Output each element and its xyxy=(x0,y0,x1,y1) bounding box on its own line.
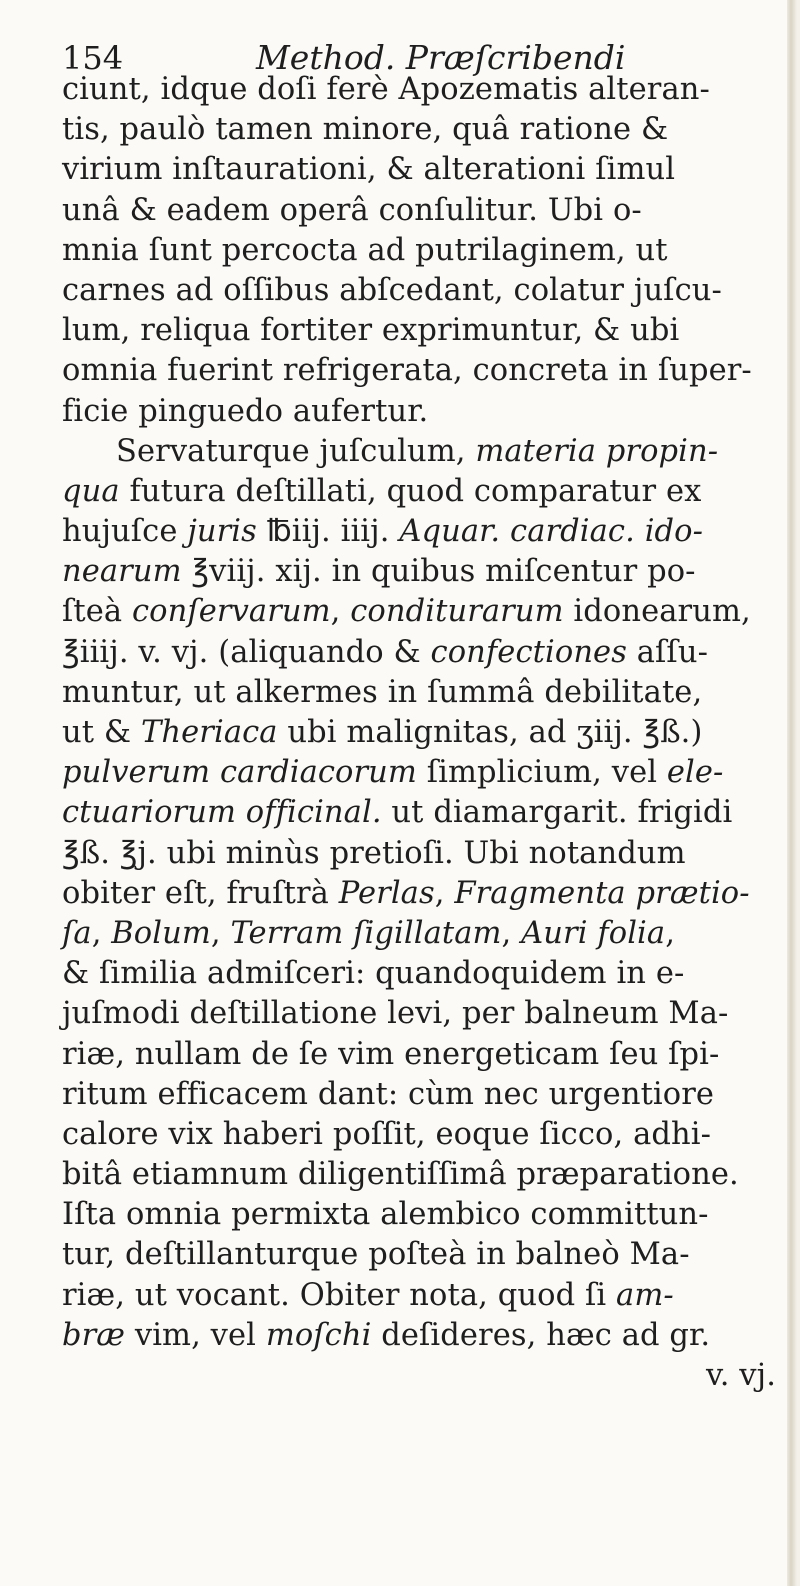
italic-term: qua xyxy=(62,473,120,509)
italic-term: materia propin- xyxy=(475,433,719,469)
italic-term: Fragmenta prætio- xyxy=(454,875,750,911)
page-edge xyxy=(787,0,800,1586)
text-line: mnia ſunt percocta ad putrilaginem, ut xyxy=(62,232,668,268)
italic-term: ſa xyxy=(62,915,92,951)
text-line: ſa, Bolum, Terram ſigillatam, Auri folia, xyxy=(62,915,675,951)
italic-term: bræ xyxy=(62,1317,126,1353)
italic-term: moſchi xyxy=(265,1317,372,1353)
italic-term: ele- xyxy=(666,755,724,791)
italic-term: Terram ſigillatam xyxy=(230,915,502,951)
italic-term: Bolum xyxy=(111,915,211,951)
text-line: ficie pinguedo aufertur. xyxy=(62,393,429,429)
text-line: Iſta omnia permixta alembico committun- xyxy=(62,1197,709,1233)
text-line: pulverum cardiacorum ſimplicium, vel ele- xyxy=(62,755,724,791)
catchword: v. vj. xyxy=(706,1358,776,1393)
text-line: riæ, nullam de ſe vim energeticam ſeu ſpi- xyxy=(62,1036,720,1072)
text-line: ℥ß. ℥j. ubi minùs pretioſi. Ubi notandum xyxy=(62,835,686,871)
text-line: nearum ℥viij. xij. in quibus miſcentur po- xyxy=(62,554,696,590)
text-line: ctuariorum officinal. ut diamargarit. frigidi xyxy=(62,795,733,831)
page-number: 154 xyxy=(62,39,124,77)
text-line: riæ, ut vocant. Obiter nota, quod ſi am- xyxy=(62,1277,674,1313)
text-line: virium inſtaurationi, & alterationi ſimul xyxy=(62,152,676,188)
text-line: tur, deſtillanturque poſteà in balneò Ma- xyxy=(62,1237,690,1273)
text-line: ſteà conſervarum, conditurarum idonearum, xyxy=(62,594,751,630)
italic-term: pulverum cardiacorum xyxy=(62,755,417,791)
text-line: omnia fuerint refrigerata, concreta in ſuper- xyxy=(62,353,752,389)
text-line: juſmodi deſtillatione levi, per balneum Ma- xyxy=(62,996,729,1032)
italic-term: ctuariorum officinal. xyxy=(62,795,382,831)
italic-term: Aquar. cardiac. ido- xyxy=(399,514,704,550)
italic-term: Auri folia xyxy=(521,915,666,951)
text-line: ritum efficacem dant: cùm nec urgentiore xyxy=(62,1076,715,1112)
italic-term: am- xyxy=(616,1277,674,1313)
italic-term: conſervarum xyxy=(131,594,331,630)
running-title: Method. Præſcribendi xyxy=(256,38,626,77)
text-line: carnes ad oſſibus abſcedant, colatur juſcu- xyxy=(62,272,722,308)
text-line: hujuſce juris ℔iij. iiij. Aquar. cardiac. ido- xyxy=(62,514,704,550)
text-line: obiter eſt, fruſtrà Perlas, Fragmenta prætio- xyxy=(62,875,750,911)
text-line: bitâ etiamnum diligentiſſimâ præparatione. xyxy=(62,1157,739,1193)
italic-term: confectiones xyxy=(430,634,627,670)
italic-term: juris xyxy=(187,514,257,550)
italic-term: Theriaca xyxy=(140,715,278,750)
text-line: lum, reliqua fortiter exprimuntur, & ubi xyxy=(62,313,680,349)
italic-term: conditurarum xyxy=(350,594,564,630)
italic-term: nearum xyxy=(62,554,182,590)
text-line: ciunt, idque doſi ferè Apozematis alteran- xyxy=(62,72,710,107)
text-line: bræ vim, vel moſchi deſideres, hæc ad gr. xyxy=(62,1317,711,1353)
text-line: muntur, ut alkermes in ſummâ debilitate, xyxy=(62,674,703,710)
text-line: tis, paulò tamen minore, quâ ratione & xyxy=(62,112,669,148)
text-line: qua futura deſtillati, quod comparatur ex xyxy=(62,473,702,509)
text-line: unâ & eadem operâ conſulitur. Ubi o- xyxy=(62,192,642,228)
text-line: calore vix haberi poſſit, eoque ſicco, adhi- xyxy=(62,1116,711,1152)
italic-term: Perlas xyxy=(338,875,435,911)
text-line: ℥iiij. v. vj. (aliquando & confectiones aſſu- xyxy=(62,634,708,670)
text-line: Servaturque juſculum, materia propin- xyxy=(116,433,719,469)
body-text xyxy=(62,70,782,1396)
text-line: ut & Theriaca ubi malignitas, ad ʒiij. ℥ß.) xyxy=(62,715,703,750)
text-line: & ſimilia admiſceri: quandoquidem in e- xyxy=(62,956,685,992)
